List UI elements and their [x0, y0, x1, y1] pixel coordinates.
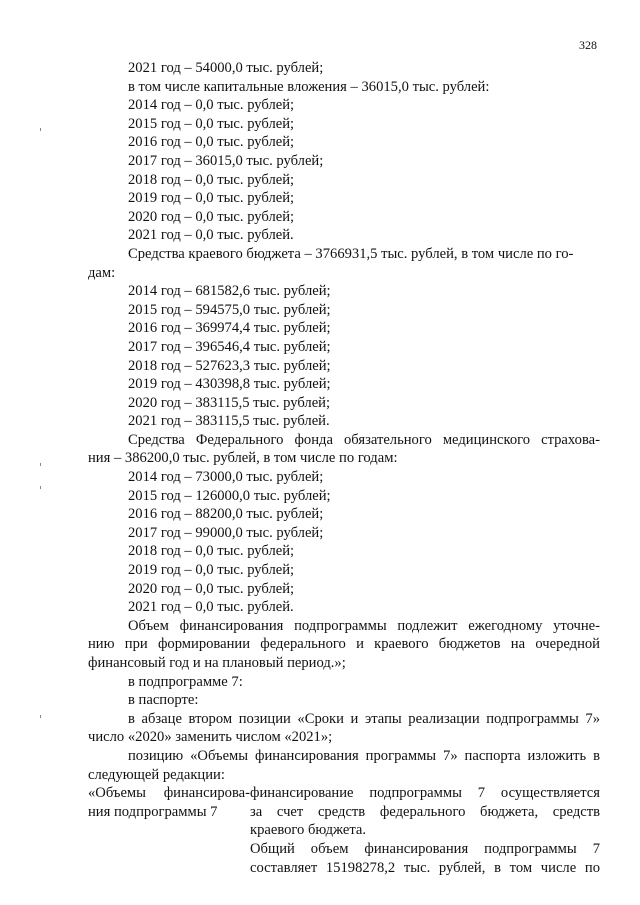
- text-line: 2021 год – 54000,0 тыс. рублей;: [128, 60, 324, 76]
- text-line: ния подпрограммы 7: [88, 803, 218, 820]
- text-line: краевого бюджета.: [250, 822, 367, 839]
- text-line: 2018 год – 0,0 тыс. рублей;: [128, 543, 295, 560]
- text-line: Объем финансирования подпрограммы подлежит ежегодному уточне-: [128, 617, 600, 634]
- page-number: 328: [579, 38, 597, 52]
- text-line: 2015 год – 126000,0 тыс. рублей;: [128, 487, 331, 504]
- text-line: 2016 год – 88200,0 тыс. рублей;: [128, 506, 324, 523]
- text-line: 2019 год – 0,0 тыс. рублей;: [128, 562, 295, 579]
- text-line: Общий объем финансирования подпрограммы 7: [250, 840, 600, 857]
- text-line: составляет 15198278,2 тыс. рублей, в том числе по: [250, 859, 600, 876]
- text-line: 2016 год – 0,0 тыс. рублей;: [128, 134, 295, 151]
- text-line: 2014 год – 73000,0 тыс. рублей;: [128, 469, 324, 486]
- text-line: Средства краевого бюджета – 3766931,5 тыс. рублей, в том числе по го-: [128, 245, 574, 262]
- margin-mark: [40, 463, 41, 466]
- text-line: финансовый год и на плановый период.»;: [88, 655, 346, 671]
- margin-mark: [40, 715, 41, 718]
- text-line: 2015 год – 594575,0 тыс. рублей;: [128, 301, 331, 318]
- text-line: дам:: [88, 264, 116, 281]
- document-body: [88, 59, 600, 877]
- text-line: 2019 год – 0,0 тыс. рублей;: [128, 190, 295, 207]
- text-line: 2020 год – 0,0 тыс. рублей;: [128, 208, 295, 225]
- text-line: в том числе капитальные вложения – 36015,0 тыс. рублей:: [128, 78, 490, 95]
- text-line: в абзаце втором позиции «Сроки и этапы реализации подпрограммы 7»: [128, 710, 600, 727]
- text-line: 2020 год – 0,0 тыс. рублей;: [128, 580, 295, 597]
- text-line: нию при формировании федерального и краевого бюджетов на очередной: [88, 636, 600, 653]
- margin-mark: [40, 128, 41, 131]
- passport-table-row: [88, 784, 600, 877]
- text-line: позицию «Объемы финансирования программы 7» паспорта изложить в: [128, 747, 600, 764]
- text-line: 2016 год – 369974,4 тыс. рублей;: [128, 320, 331, 337]
- text-line: 2021 год – 383115,5 тыс. рублей.: [128, 413, 330, 430]
- text-line: 2018 год – 0,0 тыс. рублей;: [128, 171, 295, 188]
- text-line: в подпрограмме 7:: [128, 673, 243, 690]
- text-line: ния – 386200,0 тыс. рублей, в том числе по годам:: [88, 450, 398, 467]
- text-line: в паспорте:: [128, 692, 199, 709]
- text-line: число «2020» заменить числом «2021»;: [88, 729, 333, 746]
- text-line: 2017 год – 396546,4 тыс. рублей;: [128, 338, 331, 355]
- text-line: 2017 год – 36015,0 тыс. рублей;: [128, 152, 324, 169]
- text-line: 2018 год – 527623,3 тыс. рублей;: [128, 357, 331, 374]
- text-line: 2019 год – 430398,8 тыс. рублей;: [128, 376, 331, 393]
- text-line: 2021 год – 0,0 тыс. рублей.: [128, 227, 294, 244]
- text-line: 2014 год – 681582,6 тыс. рублей;: [128, 283, 331, 300]
- text-line: финансирование подпрограммы 7 осуществляется: [250, 785, 600, 802]
- text-line: 2015 год – 0,0 тыс. рублей;: [128, 115, 295, 132]
- table-right-cell: [250, 784, 600, 877]
- margin-mark: [40, 486, 41, 489]
- text-line: 2014 год – 0,0 тыс. рублей;: [128, 97, 295, 114]
- text-line: «Объемы финансирова-: [88, 785, 250, 802]
- text-line: 2020 год – 383115,5 тыс. рублей;: [128, 394, 331, 411]
- text-line: Средства Федерального фонда обязательного медицинского страхова-: [128, 431, 600, 448]
- text-line: 2017 год – 99000,0 тыс. рублей;: [128, 524, 324, 541]
- text-line: 2021 год – 0,0 тыс. рублей.: [128, 599, 294, 616]
- text-line: следующей редакции:: [88, 766, 225, 783]
- table-left-cell: [88, 784, 250, 877]
- text-line: за счет средств федерального бюджета, средств: [250, 803, 600, 820]
